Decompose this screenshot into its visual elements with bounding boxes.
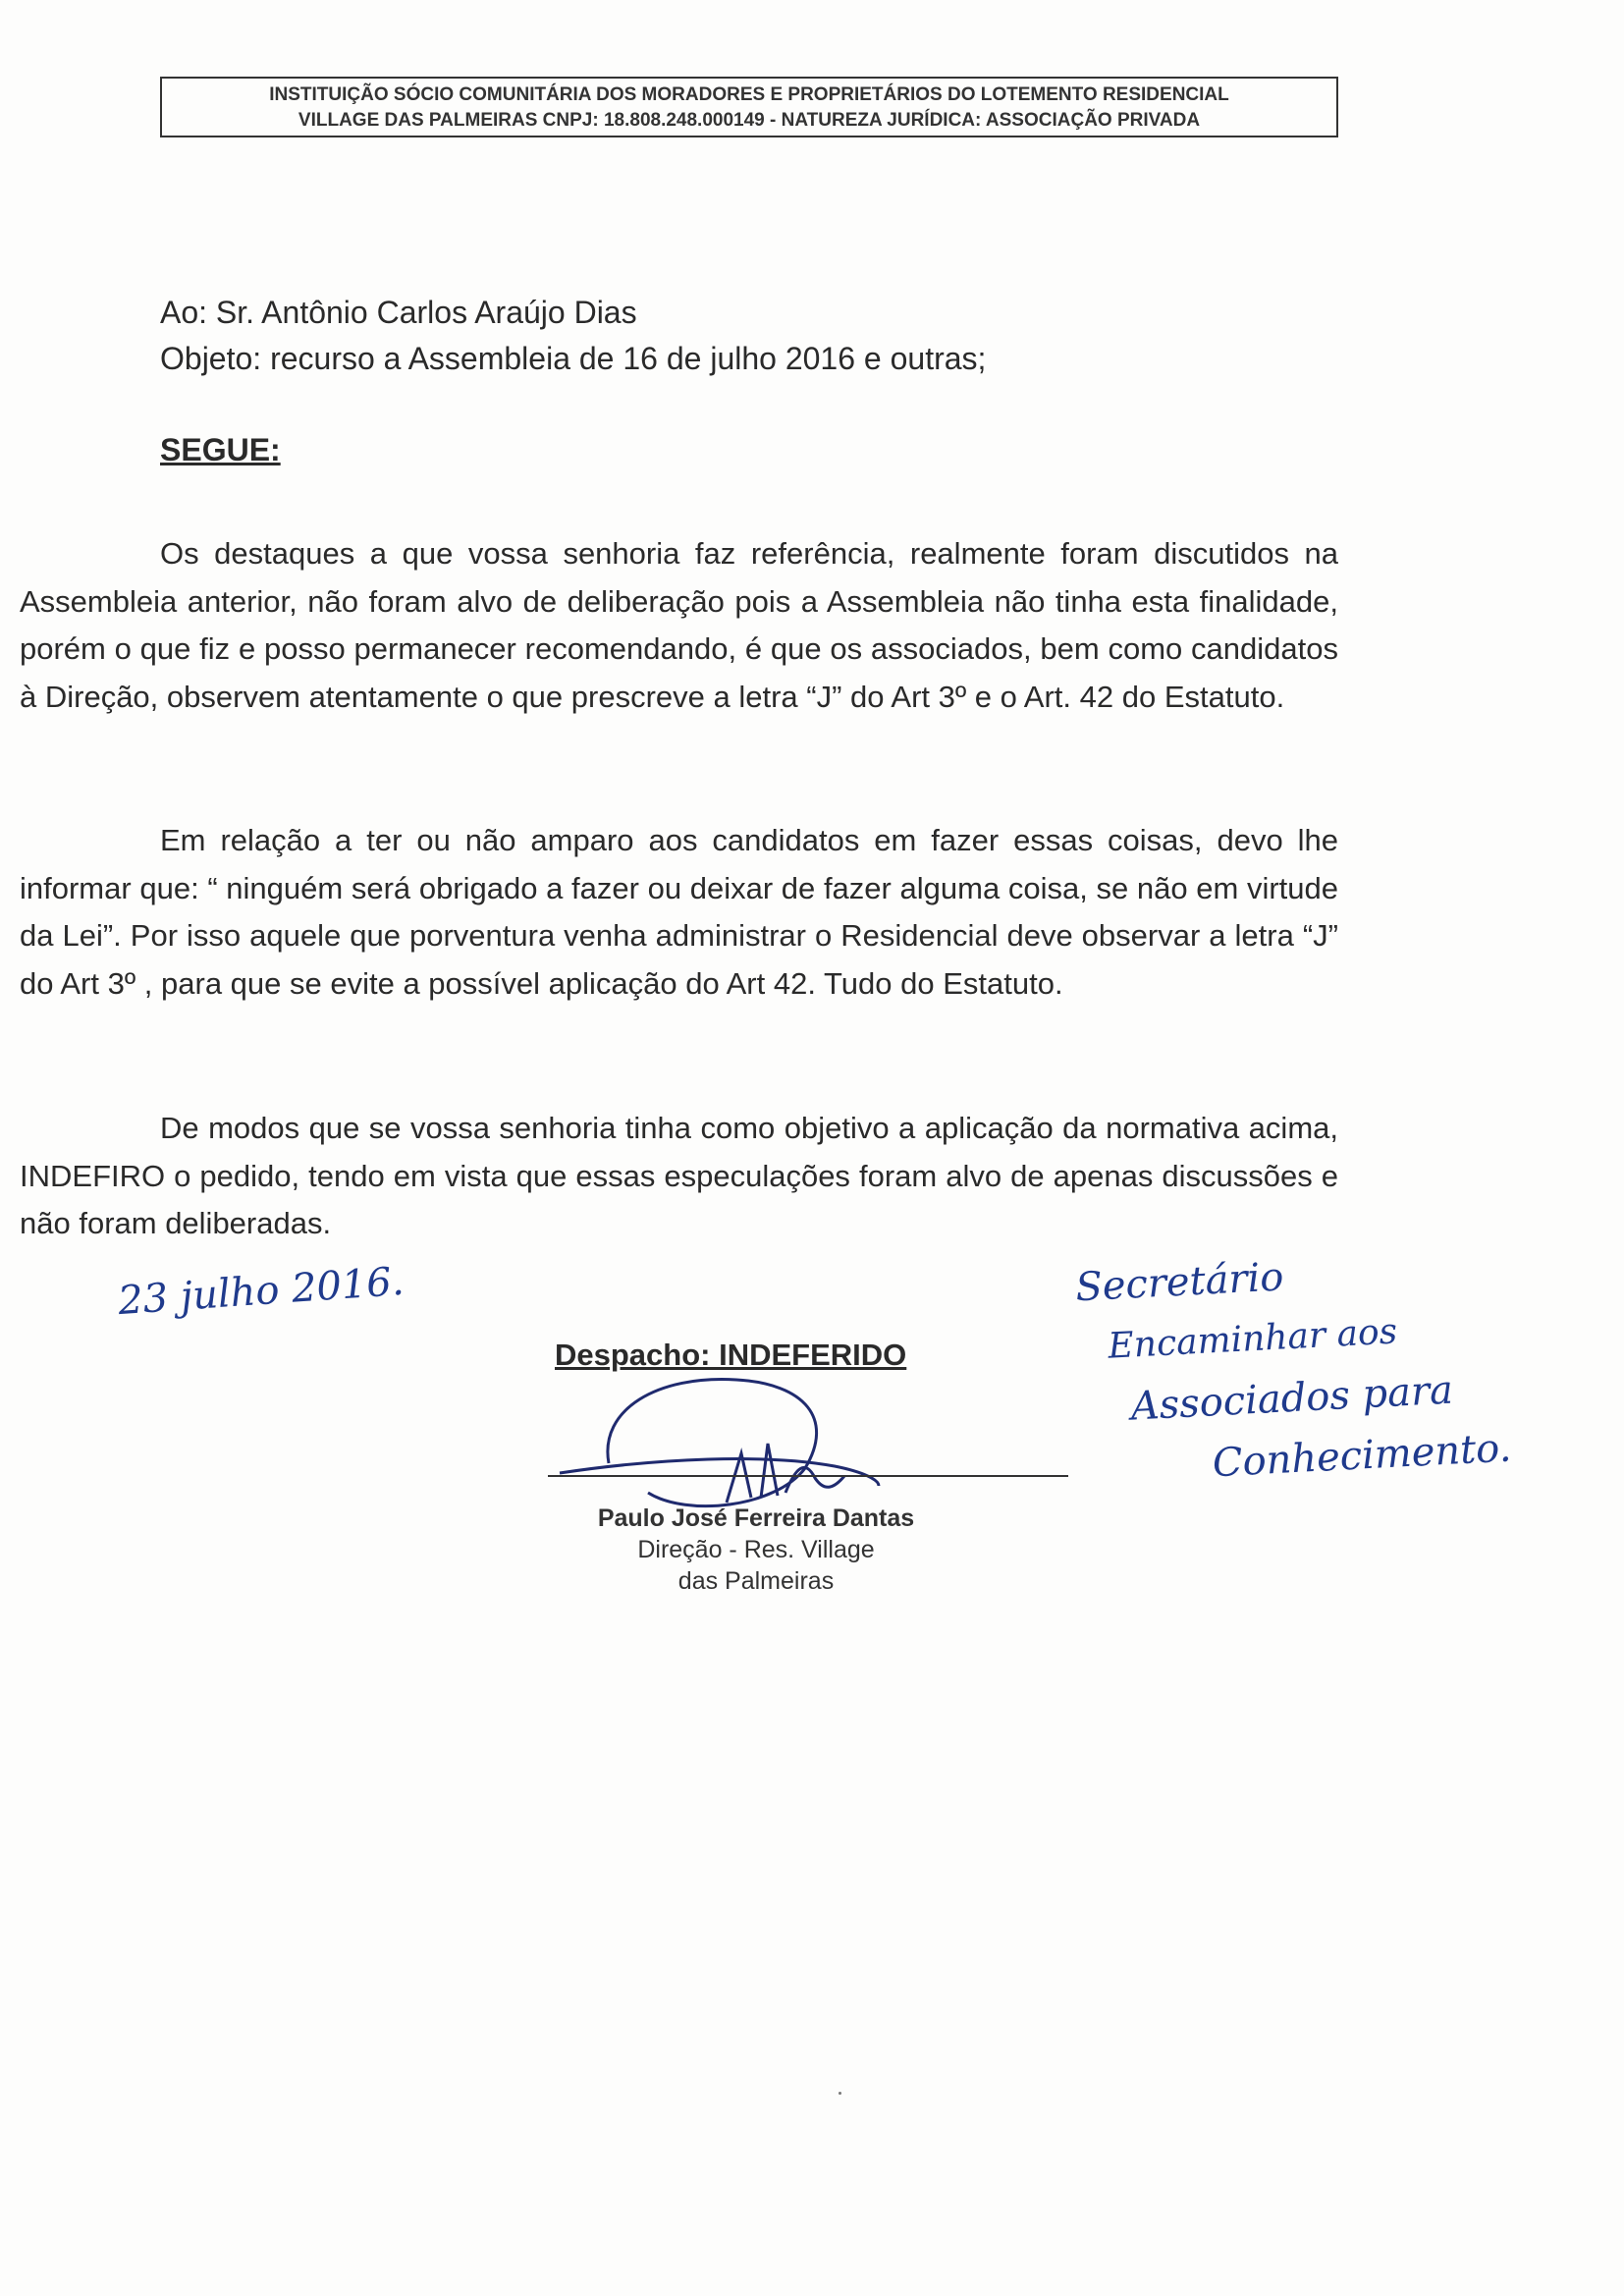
signatory-role: Direção - Res. Village (637, 1536, 875, 1563)
note-line-1: Secretário (1074, 1254, 1285, 1311)
header-line-2: VILLAGE DAS PALMEIRAS CNPJ: 18.808.248.000149 - NATUREZA JURÍDICA: ASSOCIAÇÃO PRIVADA (298, 110, 1201, 131)
note-line-2: Encaminhar aos (1107, 1311, 1399, 1367)
paragraph-2-text: Em relação a ter ou não amparo aos candidatos em fazer essas coisas, devo lhe informar que: “ ninguém será obrigado a fazer ou deixar de fazer alguma coisa, se não em virtude da Lei”. Por isso aquele que porventura venha administrar o Residencial deve observar a letra “J” do Art 3º , para que se evite a possível aplicação do Art 42. Tudo do Estatuto. (20, 823, 1338, 1001)
signatory-org: das Palmeiras (677, 1567, 835, 1595)
note-line-3: Associados para (1129, 1367, 1454, 1430)
addressee: Ao: Sr. Antônio Carlos Araújo Dias (160, 295, 637, 330)
header-line-1: INSTITUIÇÃO SÓCIO COMUNITÁRIA DOS MORADORES E PROPRIETÁRIOS DO LOTEMENTO RESIDENCIAL (269, 84, 1229, 105)
section-heading: SEGUE: (160, 432, 281, 467)
paragraph-2 (20, 817, 1338, 1008)
scan-speck (839, 2092, 841, 2095)
paragraph-1-text: Os destaques a que vossa senhoria faz referência, realmente foram discutidos na Assembleia anterior, não foram alvo de deliberação pois a Assembleia não tinha esta finalidade, porém o que fiz e posso permanecer recomendando, é que os associados, bem como candidatos à Direção, observem atentamente o que prescreve a letra “J” do Art 3º e o Art. 42 do Estatuto. (20, 536, 1338, 714)
note-line-4: Conhecimento. (1211, 1425, 1513, 1487)
signatory-name: Paulo José Ferreira Dantas (597, 1504, 915, 1532)
paragraph-1 (20, 530, 1338, 721)
signature-line (548, 1475, 1068, 1477)
paragraph-3 (20, 1105, 1338, 1248)
handwritten-note (1035, 1235, 1513, 1503)
paragraph-3-text: De modos que se vossa senhoria tinha como objetivo a aplicação da normativa acima, INDEFIRO o pedido, tendo em vista que essas especulações foram alvo de apenas discussões e não foram deliberadas. (20, 1111, 1338, 1240)
decision-label: Despacho: INDEFERIDO (555, 1338, 907, 1372)
handwritten-date: 23 julho 2016. (116, 1258, 406, 1325)
signatory-block (589, 1503, 923, 1597)
institution-header (160, 77, 1338, 137)
subject-line: Objeto: recurso a Assembleia de 16 de julho 2016 e outras; (160, 341, 987, 376)
